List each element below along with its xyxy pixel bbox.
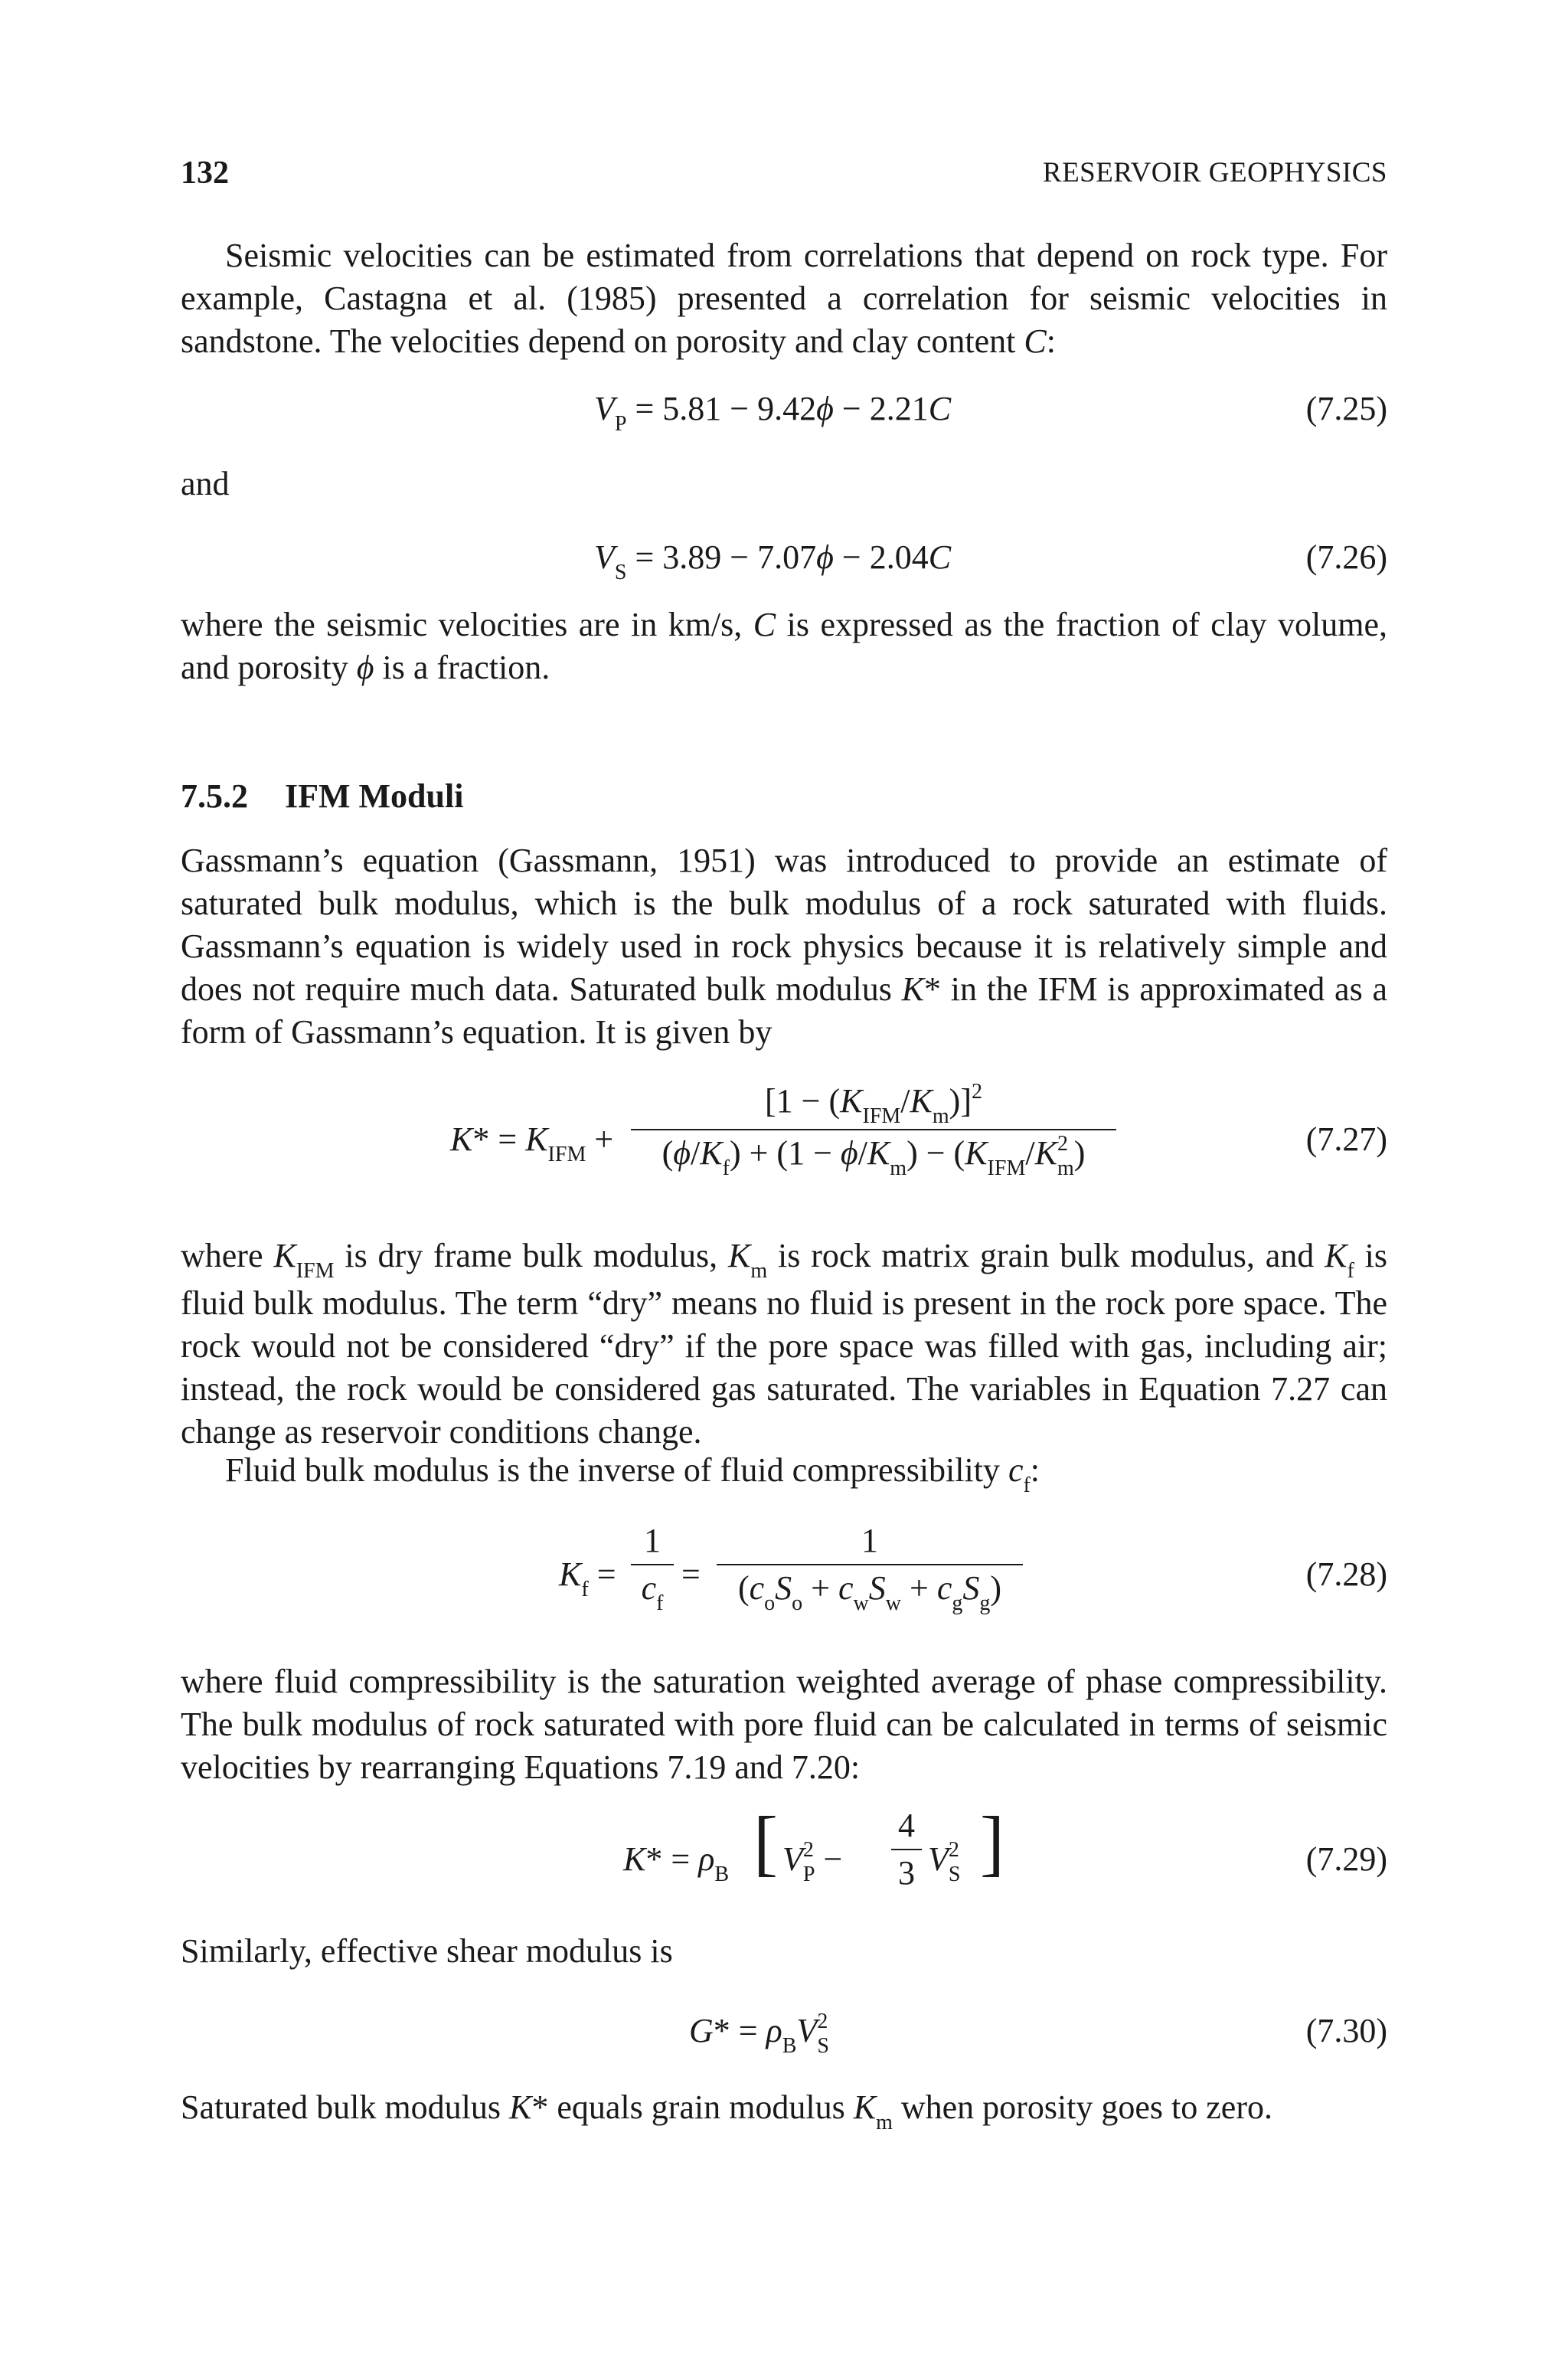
paragraph-fluid-bulk: Fluid bulk modulus is the inverse of fluid compressibility $c_f$: <box>225 1451 1040 1497</box>
paragraph-intro: Seismic velocities can be estimated from correlations that depend on rock type. For example, Castagna et al. (1985) presented a correlation for seismic velocities in sandstone. The velocities depend on porosity and clay content C: <box>181 237 1387 360</box>
fraction-bar <box>631 1129 1116 1130</box>
page-number: 132 <box>181 155 229 191</box>
equation-7-27 <box>181 1072 1387 1195</box>
equation-7-28-fraction-2: 1 $(c_oS_o + c_wS_w + c_gS_g)$ <box>717 1519 1023 1614</box>
equation-7-28-fraction-1: 1 $c_f$ <box>631 1519 674 1614</box>
section-number: 7.5.2 <box>181 777 248 815</box>
paragraph-conclusion: Saturated bulk modulus K* equals grain modulus $K_m$ when porosity goes to zero. <box>181 2088 1272 2134</box>
paragraph-shear: Similarly, effective shear modulus is <box>181 1932 673 1970</box>
paragraph-compressibility: where fluid compressibility is the saturation weighted average of phase compressibility. The bulk modulus of rock saturated with pore fluid can be calculated in terms of seismic velocities by rearranging Equations 7.19 and 7.20: <box>181 1663 1387 1786</box>
and-text: and <box>181 465 230 502</box>
page-header <box>181 152 1387 198</box>
equation-7-26-body: $V_S = 3.89 - 7.07\phi - 2.04C$ <box>594 538 952 584</box>
equation-7-25-body: $V_P = 5.81 - 9.42\phi - 2.21C$ <box>594 390 952 436</box>
equation-7-29: $K* = \rho_B$ [ $V^2_P$ − 4 3 $V^2_S$ ] (7.29) <box>181 1804 1387 1912</box>
paragraph-velocity-units: where the seismic velocities are in km/s, C is expressed as the fraction of clay volume, and porosity ϕ is a fraction. <box>181 606 1388 686</box>
equation-7-27-fraction <box>631 1080 1116 1179</box>
equation-7-29-fraction: 4 3 <box>891 1804 922 1895</box>
equation-number-7-26: (7.26) <box>1305 538 1387 576</box>
section-heading <box>181 775 463 818</box>
section-title: IFM Moduli <box>285 777 464 815</box>
equation-7-27-lhs: $K* = K_{IFM}$ + <box>450 1120 614 1166</box>
equation-7-27-numerator: $[1 - (K_{IFM}/K_m)]^2$ <box>765 1080 982 1128</box>
equation-7-27-denominator: $(\phi/K_f) + (1 - \phi/K_m) - (K_{IFM}/K^2_m)$ <box>662 1132 1086 1180</box>
equation-number-7-29: (7.29) <box>1305 1840 1387 1878</box>
equation-7-28: $K_f$ = 1 $c_f$ = 1 $(c_oS_o + c_wS_w + c_gS_g)$ (7.28) <box>181 1519 1387 1627</box>
equation-number-7-27: (7.27) <box>1305 1120 1387 1158</box>
paragraph-definitions: where $K_{IFM}$ is dry frame bulk modulus, $K_m$ is rock matrix grain bulk modulus, and $K_f$ is fluid bulk modulus. The term “dry” means no fluid is present in the rock pore space. The rock would not be considered “dry” if the pore space was filled with gas, including air; instead, the rock would be considered gas saturated. The variables in Equation 7.27 can change as reservoir conditions change. <box>181 1237 1387 1451</box>
equation-number-7-28: (7.28) <box>1305 1555 1387 1593</box>
running-title: RESERVOIR GEOPHYSICS <box>1042 157 1387 188</box>
equation-number-7-25: (7.25) <box>1305 390 1387 427</box>
equation-7-30-body: $G* = \rho_BV^2_S$ <box>689 2010 829 2058</box>
paragraph-gassmann: Gassmann’s equation (Gassmann, 1951) was introduced to provide an estimate of saturated bulk modulus, which is the bulk modulus of a rock saturated with fluids. Gassmann’s equation is widely used in rock physics because it is relatively simple and does not require much data. Saturated bulk modulus K* in the IFM is approximated as a form of Gassmann’s equation. It is given by <box>181 842 1387 1051</box>
equation-number-7-30: (7.30) <box>1305 2012 1387 2049</box>
equation-7-29-lhs: $K* = \rho_B$ <box>623 1840 729 1886</box>
equation-7-28-lhs: $K_f$ = <box>559 1555 616 1601</box>
